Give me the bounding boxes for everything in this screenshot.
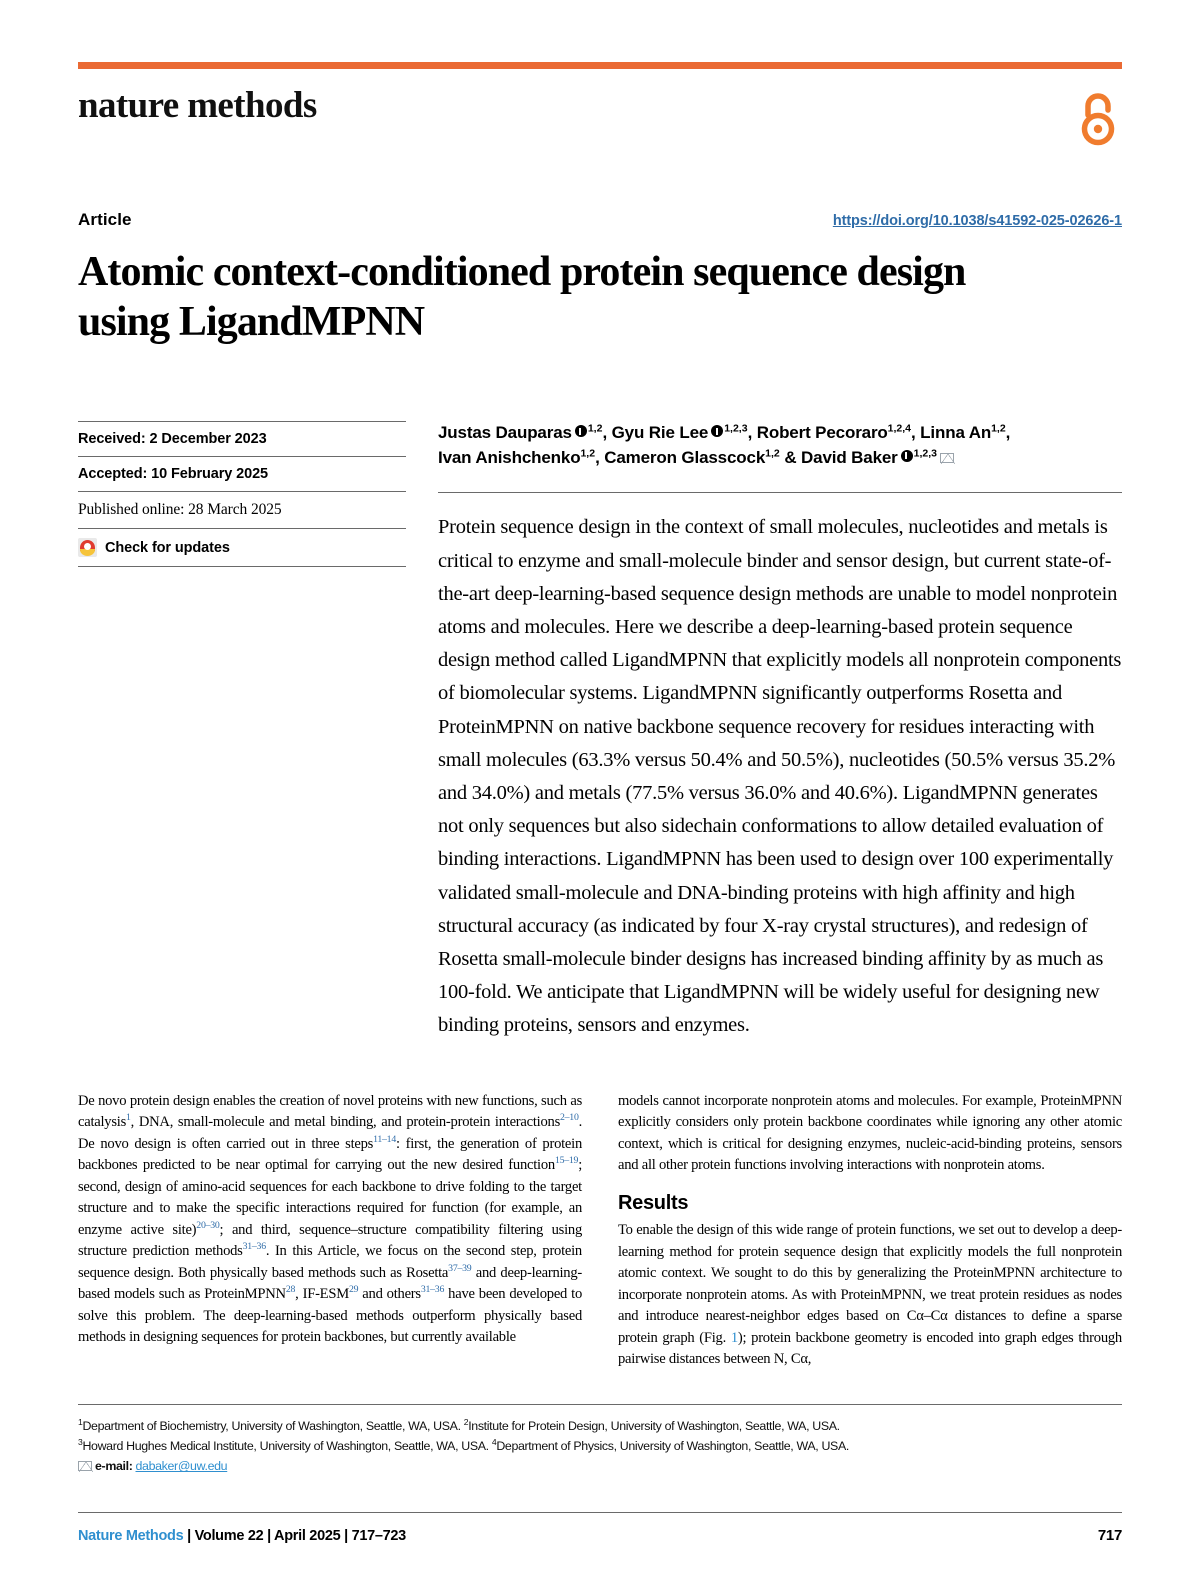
text-run: , DNA, small-molecule and metal binding, and protein-protein interactions [130,1114,560,1131]
check-for-updates-label: Check for updates [105,539,230,556]
affiliation-marker: 1,2 [580,447,596,460]
affiliation-marker: 1 [78,1417,83,1427]
published-date: Published online: 28 March 2025 [78,491,406,528]
citation-ref[interactable]: 31–36 [420,1284,445,1296]
text-run: : first, the generation of protein backbones predicted to be near optimal for carrying out the new desired function [78,1135,582,1174]
email-label: e-mail: [95,1459,133,1474]
footer-citation [78,1528,406,1544]
citation-ref[interactable]: 29 [348,1284,359,1296]
author-name: , Cameron Glasscock [595,447,766,467]
affiliations [78,1404,1122,1477]
authors-and-abstract [426,421,1122,1043]
author-name: & David Baker [779,447,898,467]
body-column-right [618,1091,1122,1371]
crossmark-icon [78,538,97,557]
affiliation-marker: 1,2 [587,422,603,435]
meta-and-abstract [78,421,1122,1043]
body-columns [78,1091,1122,1371]
page-number: 717 [1097,1527,1122,1544]
open-access-icon [1076,91,1120,152]
citation-ref[interactable]: 11–14 [373,1133,396,1145]
orcid-icon[interactable] [575,425,587,437]
footer-separator: | [340,1528,352,1544]
text-run: and deep-learning-based models such as ProteinMPNN [78,1264,583,1303]
received-date: Received: 2 December 2023 [78,421,406,456]
text-run: . In this Article, we focus on the second step, protein sequence design. Both physically based methods such as Rosetta [78,1243,582,1281]
text-run: and others [358,1286,421,1303]
orcid-icon[interactable] [711,425,723,437]
author-name: , Robert Pecoraro [747,423,888,443]
figure-link[interactable]: 1 [730,1329,738,1346]
section-heading-results: Results [618,1191,689,1214]
page-footer [78,1512,1122,1544]
citation-ref[interactable]: 20–30 [196,1219,220,1231]
affiliation-text: Institute for Protein Design, University of Washington, Seattle, WA, USA. [468,1419,840,1434]
results-paragraph [618,1220,1122,1371]
footer-date: April 2025 [274,1528,341,1544]
citation-ref[interactable]: 15–19 [554,1155,579,1167]
orcid-icon[interactable] [901,450,913,462]
email-icon [78,1461,92,1471]
text-run: De novo protein design enables the creation of novel proteins with new functions, such as catalysis [78,1092,582,1131]
affiliation-marker: 1,2 [765,447,780,460]
page-title: Atomic context-conditioned protein sequence design using LigandMPNN [78,249,966,345]
citation-ref[interactable]: 37–39 [448,1262,472,1274]
affiliation-text: Howard Hughes Medical Institute, University of Washington, Seattle, WA, USA. [82,1439,492,1454]
check-for-updates[interactable] [78,528,406,567]
footer-pages: 717–723 [351,1528,406,1544]
text-run: ; and third, sequence–structure compatibility filtering using structure prediction methods [78,1221,582,1260]
affiliation-line-2 [78,1436,1122,1456]
corresponding-email [78,1456,1122,1476]
affiliation-marker: 1,2,4 [887,422,912,435]
author-name: , Gyu Rie Lee [602,423,709,443]
affiliation-marker: 4 [491,1437,497,1448]
text-run: ; second, design of amino-acid sequences for each backbone to drive folding to the target structure and to make the specific interactions required for function (for example, an enzyme active site) [78,1157,582,1238]
affiliation-text: Department of Physics, University of Washington, Seattle, WA, USA. [496,1439,849,1454]
journal-title: nature methods [78,85,317,126]
affiliation-text: Department of Biochemistry, University of Washington, Seattle, WA, USA. [82,1419,464,1434]
masthead [78,87,1122,152]
text-run: , IF-ESM [295,1286,349,1303]
citation-ref[interactable]: 28 [285,1284,296,1296]
email-link[interactable]: dabaker@uw.edu [135,1459,228,1474]
brand-rule [78,62,1122,69]
text-run: have been developed to solve this problem. The deep-learning-based methods outperform physically based methods in designing sequences for protein backbones, but currently available [78,1286,583,1346]
text-run: To enable the design of this wide range of protein functions, we set out to develop a deep-learning method for protein sequence design that explicitly models the full nonprotein atomic context. We sought to do this by generalizing the ProteinMPNN architecture to incorporate nonprotein atoms. As with ProteinMPNN, we treat protein residues as nodes and introduce nearest-neighbor edges based on Cα–Cα distances to define a sparse protein graph (Fig. [618,1222,1122,1346]
affiliation-line-1 [78,1416,1122,1436]
affiliation-marker: 2 [463,1417,469,1427]
body-column-left [78,1091,582,1371]
doi-link[interactable]: https://doi.org/10.1038/s41592-025-02626-1 [832,213,1122,229]
accepted-date: Accepted: 10 February 2025 [78,456,406,491]
affiliation-marker: 1,2,3 [913,447,938,460]
publication-history [78,421,426,1043]
citation-ref[interactable]: 1 [126,1112,131,1124]
intro-continuation: models cannot incorporate nonprotein atoms and molecules. For example, ProteinMPNN explicitly considers only protein backbone coordinates while ignoring any other atomic context, which is critical for designing enzymes, nucleic-acid-binding proteins, sensors and all other protein functions involving interactions with nonprotein atoms. [618,1092,1122,1174]
citation-ref[interactable]: 31–36 [242,1241,266,1253]
author-separator: , [1005,423,1011,443]
footer-separator: | [263,1528,275,1544]
citation-ref[interactable]: 2–10 [560,1112,579,1124]
footer-separator: | [183,1528,195,1544]
author-name: Justas Dauparas [438,423,572,443]
author-list [438,421,1122,492]
footer-volume: Volume 22 [194,1528,264,1544]
article-type-label: Article [78,210,132,229]
affiliation-marker: 3 [78,1437,83,1448]
intro-paragraph [78,1091,582,1349]
author-name: Ivan Anishchenko [438,447,581,467]
text-run: . De novo design is often carried out in three steps [78,1114,582,1152]
abstract-text: Protein sequence design in the context of small molecules, nucleotides and metals is critical to enzyme and small-molecule binder and sensor design, but current state-of-the-art deep-learning-based sequence design methods are unable to model nonprotein atoms and molecules. Here we describe a deep-learning-based protein sequence design method called LigandMPNN that explicitly models all nonprotein components of biomolecular systems. LigandMPNN significantly outperforms Rosetta and ProteinMPNN on native backbone sequence recovery for residues interacting with small molecules (63.3% versus 50.4% and 50.5%), nucleotides (50.5% versus 35.2% and 34.0%) and metals (77.5% versus 36.0% and 40.6%). LigandMPNN generates not only sequences but also sidechain conformations to allow detailed evaluation of binding interactions. LigandMPNN has been used to design over 100 experimentally validated small-molecule and DNA-binding proteins with high affinity and high structural accuracy (as indicated by four X-ray crystal structures), and redesign of Rosetta small-molecule binder designs has increased binding affinity by as much as 100-fold. We anticipate that LigandMPNN will be widely useful for designing new binding proteins, sensors and enzymes. [438,492,1122,1042]
affiliation-marker: 1,2 [991,422,1006,435]
article-bar [78,210,1122,230]
affiliation-marker: 1,2,3 [724,422,748,435]
author-name: , Linna An [911,423,992,443]
email-icon[interactable] [940,453,954,463]
footer-journal-name[interactable]: Nature Methods [78,1528,184,1544]
text-run: ); protein backbone geometry is encoded into graph edges through pairwise distances between N, Cα, [618,1329,1122,1368]
